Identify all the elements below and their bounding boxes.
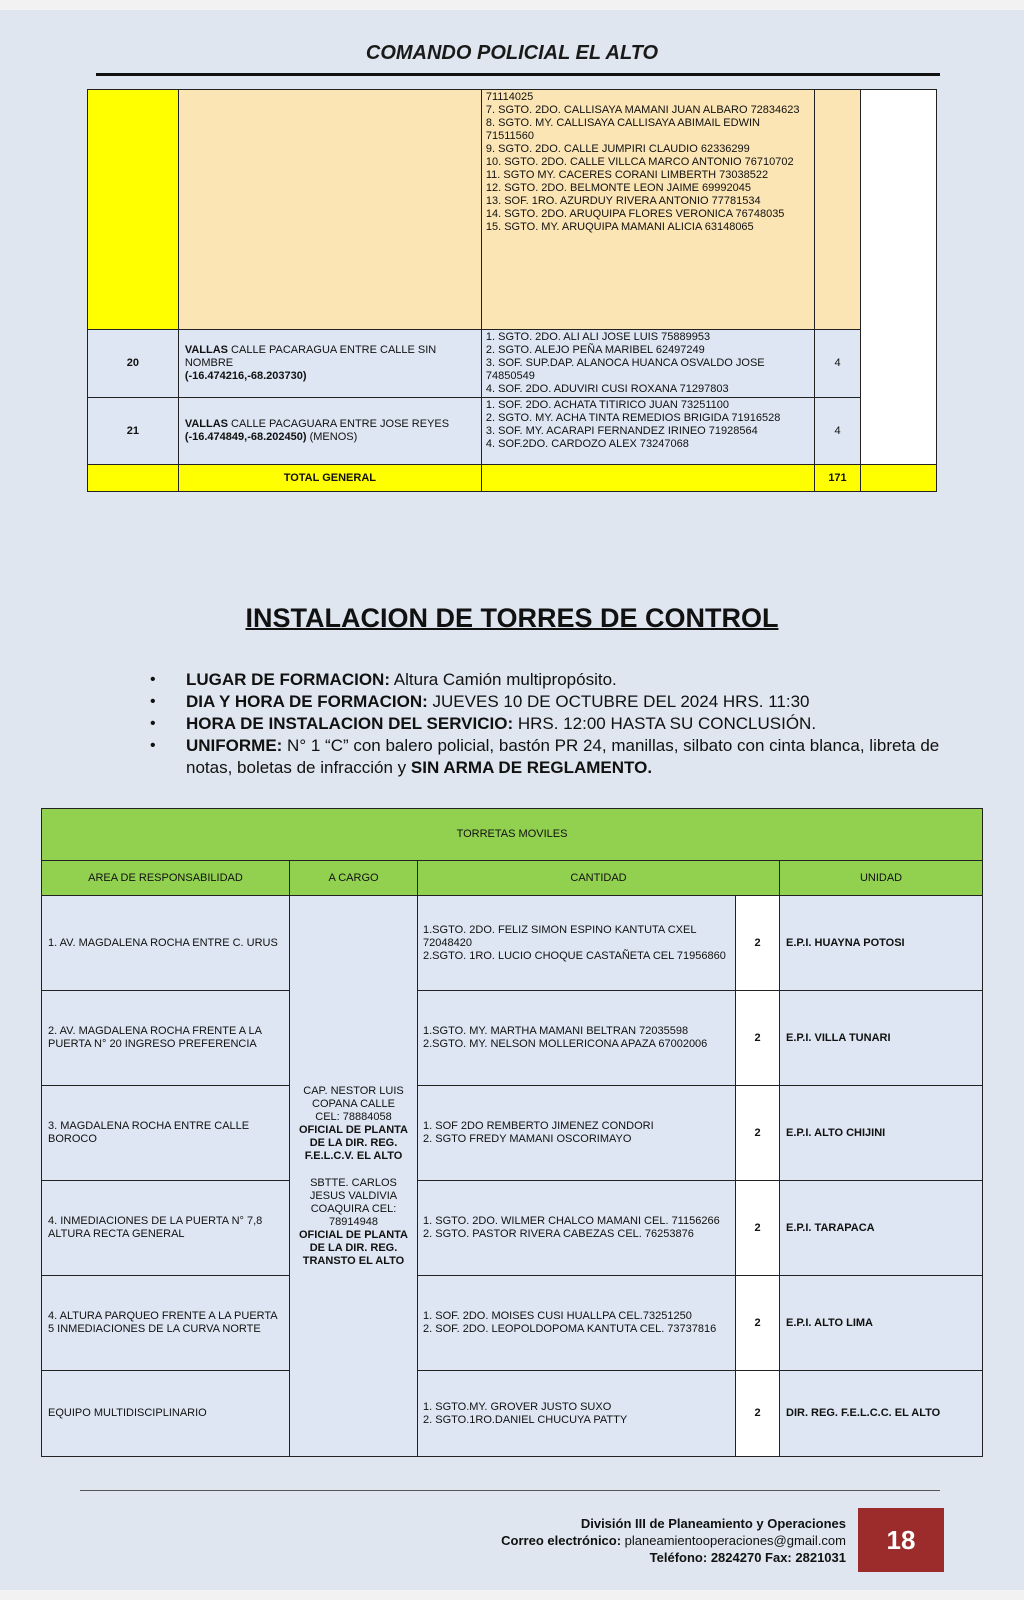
table-row xyxy=(88,398,937,465)
personnel-list: 1. SOF. 2DO. ACHATA TITIRICO JUAN 73251100 2. SGTO. MY. ACHA TINTA REMEDIOS BRIGIDA 71916528 3. SOF. MY. ACARAPI FERNANDEZ IRINEO 71928564 4. SOF.2DO. CARDOZO ALEX 73247068 xyxy=(481,398,814,465)
footer-phone: Teléfono: 2824270 Fax: 2821031 xyxy=(649,1550,846,1565)
footer-email-line: Correo electrónico: planeamientooperaciones@gmail.com xyxy=(501,1533,846,1548)
table-row xyxy=(88,90,937,330)
table-row xyxy=(88,330,937,398)
header-area: AREA DE RESPONSABILIDAD xyxy=(42,861,290,896)
services-table xyxy=(87,89,937,492)
list-item: • LUGAR DE FORMACION: Altura Camión multipropósito. xyxy=(146,669,946,691)
total-value: 171 xyxy=(814,465,861,492)
total-row xyxy=(88,465,937,492)
footer-email: planeamientooperaciones@gmail.com xyxy=(621,1533,846,1548)
table-row: 2. AV. MAGDALENA ROCHA FRENTE A LA PUERTA N° 20 INGRESO PREFERENCIA 1.SGTO. MY. MARTHA MAMANI BELTRAN 72035598 2.SGTO. MY. NELSON MOLLERICONA APAZA 67002006 2 E.P.I. VILLA TUNARI xyxy=(42,991,983,1086)
count-cell: 4 xyxy=(814,330,861,398)
instructions-list xyxy=(146,669,946,779)
table-header-row xyxy=(42,861,983,896)
table-row: 1. AV. MAGDALENA ROCHA ENTRE C. URUS CAP. NESTOR LUIS COPANA CALLE CEL: 78884058 OFICIAL DE PLANTA DE LA DIR. REG. F.E.L.C.V. EL ALTO SBTTE. CARLOS JESUS VALDIVIA COAQUIRA CEL: 78914948 OFICIAL DE PLANTA DE LA DIR. REG. TRANSTO EL ALTO 1.SGTO. 2DO. FELIZ SIMON ESPINO KANTUTA CXEL 72048420 2.SGTO. 1RO. LUCIO CHOQUE CASTAÑETA CEL 71956860 2 E.P.I. HUAYNA POTOSI xyxy=(42,896,983,991)
footer-info xyxy=(501,1515,846,1566)
row-number: 21 xyxy=(88,398,179,465)
footer-division: División III de Planeamiento y Operaciones xyxy=(580,1516,846,1531)
table-row: 4. INMEDIACIONES DE LA PUERTA N° 7,8 ALTURA RECTA GENERAL 1. SGTO. 2DO. WILMER CHALCO MAMANI CEL. 71156266 2. SGTO. PASTOR RIVERA CABEZAS CEL. 76253876 2 E.P.I. TARAPACA xyxy=(42,1181,983,1276)
in-charge-cell: CAP. NESTOR LUIS COPANA CALLE CEL: 78884058 OFICIAL DE PLANTA DE LA DIR. REG. F.E.L.C.V. EL ALTO SBTTE. CARLOS JESUS VALDIVIA COAQUIRA CEL: 78914948 OFICIAL DE PLANTA DE LA DIR. REG. TRANSTO EL ALTO xyxy=(290,896,418,1457)
total-label: TOTAL GENERAL xyxy=(178,465,481,492)
header-cantidad: CANTIDAD xyxy=(418,861,780,896)
table-row: 4. ALTURA PARQUEO FRENTE A LA PUERTA 5 INMEDIACIONES DE LA CURVA NORTE 1. SOF. 2DO. MOISES CUSI HUALLPA CEL.73251250 2. SOF. 2DO. LEOPOLDOPOMA KANTUTA CEL. 73737816 2 E.P.I. ALTO LIMA xyxy=(42,1276,983,1371)
header-rule xyxy=(96,73,940,76)
list-item: • UNIFORME: N° 1 “C” con balero policial, bastón PR 24, manillas, silbato con cinta blanca, libreta de notas, boletas de infracción y SIN ARMA DE REGLAMENTO. xyxy=(146,735,946,779)
row-number: 20 xyxy=(88,330,179,398)
torretas-table xyxy=(41,808,983,1457)
header-unidad: UNIDAD xyxy=(780,861,983,896)
personnel-list: 1. SGTO. 2DO. ALI ALI JOSE LUIS 75889953 2. SGTO. ALEJO PEÑA MARIBEL 62497249 3. SOF. SUP.DAP. ALANOCA HUANCA OSVALDO JOSE 74850549 4. SOF. 2DO. ADUVIRI CUSI ROXANA 71297803 xyxy=(481,330,814,398)
table-title-row xyxy=(42,809,983,861)
header-cargo: A CARGO xyxy=(290,861,418,896)
footer-rule xyxy=(80,1490,940,1491)
personnel-list: 71114025 7. SGTO. 2DO. CALLISAYA MAMANI JUAN ALBARO 72834623 8. SGTO. MY. CALLISAYA CALLISAYA ABIMAIL EDWIN 71511560 9. SGTO. 2DO. CALLE JUMPIRI CLAUDIO 62336299 10. SGTO. 2DO. CALLE VILLCA MARCO ANTONIO 76710702 11. SGTO MY. CACERES CORANI LIMBERTH 73038522 12. SGTO. 2DO. BELMONTE LEON JAIME 69992045 13. SOF. 1RO. AZURDUY RIVERA ANTONIO 77781534 14. SGTO. 2DO. ARUQUIPA FLORES VERONICA 76748035 15. SGTO. MY. ARUQUIPA MAMANI ALICIA 63148065 xyxy=(481,90,814,330)
location-cell: VALLAS CALLE PACARAGUA ENTRE CALLE SIN NOMBRE (-16.474216,-68.203730) xyxy=(178,330,481,398)
count-cell: 4 xyxy=(814,398,861,465)
section-title: INSTALACION DE TORRES DE CONTROL xyxy=(245,603,779,633)
page-number: 18 xyxy=(858,1508,944,1572)
list-item: • DIA Y HORA DE FORMACION: JUEVES 10 DE OCTUBRE DEL 2024 HRS. 11:30 xyxy=(146,691,946,713)
table-row: 3. MAGDALENA ROCHA ENTRE CALLE BOROCO 1. SOF 2DO REMBERTO JIMENEZ CONDORI 2. SGTO FREDY MAMANI OSCORIMAYO 2 E.P.I. ALTO CHIJINI xyxy=(42,1086,983,1181)
document-page xyxy=(0,10,1024,1590)
location-cell: VALLAS CALLE PACAGUARA ENTRE JOSE REYES (-16.474849,-68.202450) (MENOS) xyxy=(178,398,481,465)
table-row: EQUIPO MULTIDISCIPLINARIO 1. SGTO.MY. GROVER JUSTO SUXO 2. SGTO.1RO.DANIEL CHUCUYA PATTY 2 DIR. REG. F.E.L.C.C. EL ALTO xyxy=(42,1371,983,1457)
page-header-title: COMANDO POLICIAL EL ALTO xyxy=(365,42,659,64)
table-title: TORRETAS MOVILES xyxy=(42,809,983,861)
list-item: • HORA DE INSTALACION DEL SERVICIO: HRS. 12:00 HASTA SU CONCLUSIÓN. xyxy=(146,713,946,735)
